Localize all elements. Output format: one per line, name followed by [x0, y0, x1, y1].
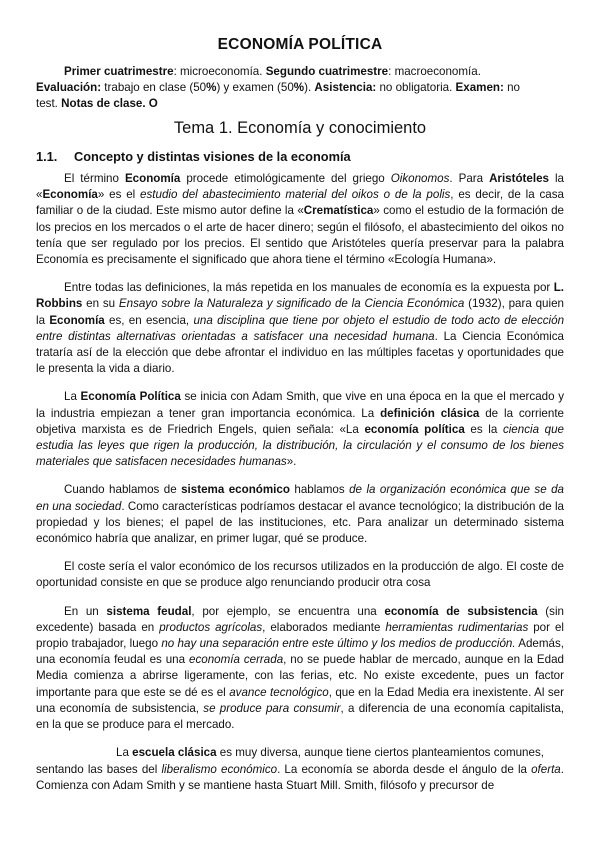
label-evaluacion: Evaluación: — [36, 81, 102, 94]
paragraph-7: La escuela clásica es muy diversa, aunque tiene ciertos planteamientos comunes, sentando las bases del liberalismo económico. La economía se aborda desde el ángulo de la oferta. Comienza con Adam Smith y se mantiene hasta Stuart Mill. Smith, filósofo y precursor de — [36, 746, 564, 792]
paragraph-5: El coste sería el valor económico de los recursos utilizados en la producción de algo. El coste de oportunidad consiste en que se produce algo renunciando producir otra cosa — [36, 560, 564, 590]
label-segundo-cuatrimestre: Segundo cuatrimestre — [265, 65, 389, 78]
paragraph-4: Cuando hablamos de sistema económico hablamos de la organización económica que se da en una sociedad. Como características podríamos destacar el avance tecnológico; la distribución de la propiedad y los bienes; el papel de las instituciones, etc. Para analizar un determinado sistema económico habría que analizar, en primer lugar, qué se produce. — [36, 483, 564, 546]
paragraph-1: El término Economía procede etimológicamente del griego Oikonomos. Para Aristóteles la «Economía» es el estudio del abastecimiento material del oikos o de la polis, es decir, de la casa familiar o de la ciudad. Este mismo autor define la «Crematística» como el estudio de la formación de los precios en los mercados o el arte de hacer dinero; según el filósofo, el abastecimiento del oikos no tenía que ser regulado por los precios. El sentido que Aristóteles quería preservar para la palabra Economía es precisamente el significado que ahora tiene el término «Ecología Humana». — [36, 172, 564, 267]
paragraph-2: Entre todas las definiciones, la más repetida en los manuales de economía es la expuesta por L. Robbins en su Ensayo sobre la Naturaleza y significado de la Ciencia Económica (1932), para quien la Economía es, en esencia, una disciplina que tiene por objeto el estudio de todo acto de elección entre distintas alternativas orientadas a satisfacer una necesidad humana. La Ciencia Económica trataría así de la elección que debe afrontar el individuo en las múltiples facetas y oportunidades que le presenta la vida a diario. — [36, 281, 565, 376]
section-number: 1.1. — [36, 149, 58, 164]
label-primer-cuatrimestre: Primer cuatrimestre — [64, 65, 174, 78]
label-examen: Examen: — [455, 81, 504, 94]
course-info-line-2: Evaluación: trabajo en clase (50%) y examen (50%). Asistencia: no obligatoria. Examen: no — [36, 81, 520, 94]
document-body — [36, 171, 564, 806]
section-heading — [36, 149, 351, 164]
topic-heading: Tema 1. Economía y conocimiento — [173, 119, 427, 137]
document-title: ECONOMÍA POLÍTICA — [217, 36, 383, 53]
label-notas-de-clase: Notas de clase. O — [61, 97, 158, 110]
course-info-line-3: test. Notas de clase. O — [36, 97, 158, 110]
label-asistencia: Asistencia: — [314, 81, 377, 94]
section-title: Concepto y distintas visiones de la economía — [74, 149, 351, 164]
course-info-line-1: Primer cuatrimestre: microeconomía. Segundo cuatrimestre: macroeconomía. — [64, 65, 481, 78]
paragraph-6: En un sistema feudal, por ejemplo, se encuentra una economía de subsistencia (sin excedente) basada en productos agrícolas, elaborados mediante herramientas rudimentarias por el propio trabajador, luego no hay una separación entre este último y los medios de producción. Además, una economía feudal es una economía cerrada, no se puede hablar de mercado, aunque en la Edad Media comienza a abrirse ligeramente, con las ferias, etc. No existe excedente, pues un factor importante para que este se dé es el avance tecnológico, que en la Edad Media era inexistente. Al ser una economía de subsistencia, se produce para consumir, a diferencia de una economía capitalista, en la que se produce para el mercado. — [36, 604, 564, 732]
paragraph-3: La Economía Política se inicia con Adam Smith, que vive en una época en la que el mercado y la industria empiezan a tener gran importancia económica. La definición clásica de la corriente objetiva marxista es de Friedrich Engels, quien señala: «La economía política es la ciencia que estudia las leyes que rigen la producción, la distribución, la circulación y el consumo de los bienes materiales que satisfacen necesidades humanas». — [36, 390, 564, 469]
course-info — [36, 64, 566, 112]
